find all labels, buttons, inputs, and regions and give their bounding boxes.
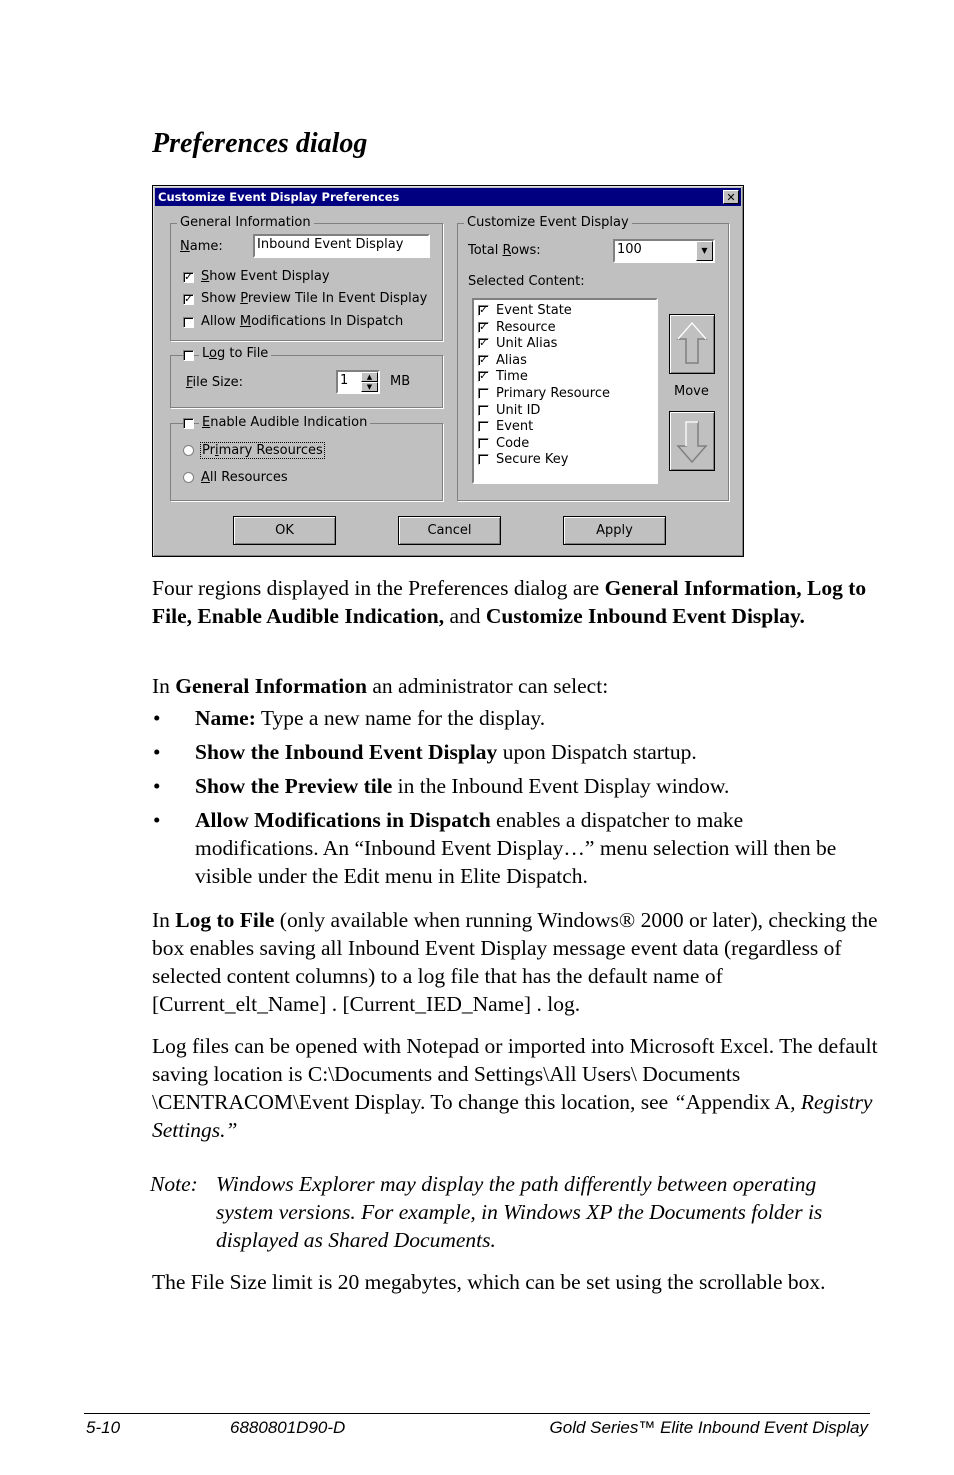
primary-resources-label: Primary Resources <box>202 443 323 458</box>
content-item-checkbox[interactable]: ✓ <box>479 305 488 316</box>
paragraph-log-location: Log files can be opened with Notepad or imported into Microsoft Excel. The default saving location is C:\Documents and Settings\All Users\ Documents \CENTRACOM\Event Display. To change this location, see “Appendix A, Registry Settings.” <box>152 1034 878 1142</box>
content-item-checkbox[interactable] <box>478 421 489 432</box>
content-item-label: Resource <box>496 319 556 335</box>
content-item-label: Unit Alias <box>496 336 558 352</box>
content-item-label: Event State <box>496 303 572 318</box>
total-rows-dropdown-button[interactable] <box>696 241 713 261</box>
file-size-down-button[interactable]: ▼ <box>361 382 378 392</box>
content-item-label: Code <box>496 435 530 451</box>
content-item-checkbox[interactable]: ✓ <box>479 371 488 383</box>
cancel-button[interactable]: Cancel <box>398 516 501 545</box>
paragraph-general-info: In General Information an administrator can select: <box>152 674 609 698</box>
file-size-unit: MB <box>390 374 411 389</box>
paragraph-file-size: The File Size limit is 20 megabytes, which can be set using the scrollable box. <box>152 1270 826 1294</box>
audible-indication-group <box>170 423 443 501</box>
show-event-display-label: Show Event Display <box>201 269 330 284</box>
ok-button[interactable]: OK <box>233 516 336 545</box>
note-label: Note: <box>150 1172 198 1196</box>
move-down-button[interactable] <box>669 411 715 471</box>
name-label: Name: <box>180 239 223 254</box>
content-item-checkbox[interactable] <box>478 454 489 465</box>
general-information-legend: General Information <box>177 215 314 230</box>
bullet-marker: • <box>153 808 161 832</box>
file-size-up-button[interactable]: ▲ <box>361 372 378 382</box>
allow-modifications-checkbox[interactable] <box>183 317 194 328</box>
content-item-label: Primary Resource <box>496 386 610 401</box>
close-button[interactable] <box>723 190 739 204</box>
content-item-checkbox[interactable] <box>478 438 489 449</box>
content-item-label: Alias <box>496 352 527 368</box>
footer-page-number: 5-10 <box>86 1418 121 1437</box>
log-to-file-checkbox[interactable] <box>183 350 194 361</box>
total-rows-select[interactable]: 100 <box>613 239 715 263</box>
bullet-item: Show the Inbound Event Display upon Dispatch startup. <box>195 740 697 764</box>
show-preview-tile-label: Show Preview Tile In Event Display <box>201 291 428 306</box>
file-size-input[interactable]: 1 <box>336 370 380 394</box>
dialog-titlebar <box>155 188 741 206</box>
content-item-checkbox[interactable]: ✓ <box>479 338 488 350</box>
footer-doc-title: Gold Series™ Elite Inbound Event Display <box>549 1418 868 1437</box>
content-item-checkbox[interactable] <box>478 388 489 399</box>
close-icon: ✕ <box>726 191 736 204</box>
bullet-marker: • <box>153 774 161 798</box>
content-item-checkbox[interactable]: ✓ <box>479 321 488 333</box>
selected-content-label: Selected Content: <box>468 274 585 289</box>
primary-resources-radio[interactable] <box>183 445 194 456</box>
show-preview-tile-checkbox[interactable]: ✓ <box>184 294 193 305</box>
bullet-item: Allow Modifications in Dispatch enables a dispatcher to make modifications. An “Inbound Event Display…” menu selection will then be visible under the Edit menu in Elite Dispatch. <box>195 808 837 888</box>
selected-content-list[interactable] <box>472 298 658 484</box>
all-resources-label: All Resources <box>201 470 288 485</box>
footer-rule <box>84 1413 870 1414</box>
paragraph-log-to-file: In Log to File (only available when running Windows® 2000 or later), checking the box enables saving all Inbound Event Display message event data (regardless of selected content columns) to a log file that has the default name of [Current_elt_Name] . [Current_IED_Name] . log. <box>152 908 878 1016</box>
total-rows-label: Total Rows: <box>468 243 541 258</box>
chevron-down-icon: ▼ <box>701 246 708 255</box>
bullet-marker: • <box>153 740 161 764</box>
footer-doc-number: 6880801D90-D <box>230 1418 346 1437</box>
arrow-up-icon <box>670 315 714 373</box>
content-item-checkbox[interactable] <box>478 405 489 416</box>
arrow-down-icon <box>670 412 714 470</box>
note-text: Windows Explorer may display the path differently between operating system versions. For example, in Windows XP the Documents folder is displayed as Shared Documents. <box>216 1172 823 1252</box>
name-input[interactable]: Inbound Event Display <box>253 234 430 258</box>
log-to-file-label: Log to File <box>199 346 271 361</box>
all-resources-radio[interactable] <box>183 472 194 483</box>
bullet-item: Name: Type a new name for the display. <box>195 706 546 730</box>
apply-button[interactable]: Apply <box>563 516 666 545</box>
move-label: Move <box>674 384 709 399</box>
content-item-checkbox[interactable]: ✓ <box>479 354 488 366</box>
show-event-display-checkbox[interactable]: ✓ <box>184 272 193 283</box>
move-up-button[interactable] <box>669 314 715 374</box>
enable-audible-label: Enable Audible Indication <box>199 415 370 430</box>
bullet-marker: • <box>153 706 161 730</box>
enable-audible-checkbox[interactable] <box>183 418 194 429</box>
bullet-item: Show the Preview tile in the Inbound Event Display window. <box>195 774 730 798</box>
allow-modifications-label: Allow Modifications In Dispatch <box>201 314 404 329</box>
content-item-label: Secure Key <box>496 452 569 468</box>
preferences-dialog <box>152 185 744 557</box>
file-size-label: File Size: <box>186 375 243 390</box>
content-item-label: Event <box>496 419 534 435</box>
page-title: Preferences dialog <box>152 128 368 159</box>
content-item-label: Unit ID <box>496 402 541 418</box>
customize-event-display-legend: Customize Event Display <box>464 215 632 230</box>
paragraph-regions: Four regions displayed in the Preferences dialog are General Information, Log to File, Enable Audible Indication, and Customize Inbound Event Display. <box>152 576 867 628</box>
dialog-title: Customize Event Display Preferences <box>158 190 400 204</box>
content-item-label: Time <box>496 369 528 385</box>
